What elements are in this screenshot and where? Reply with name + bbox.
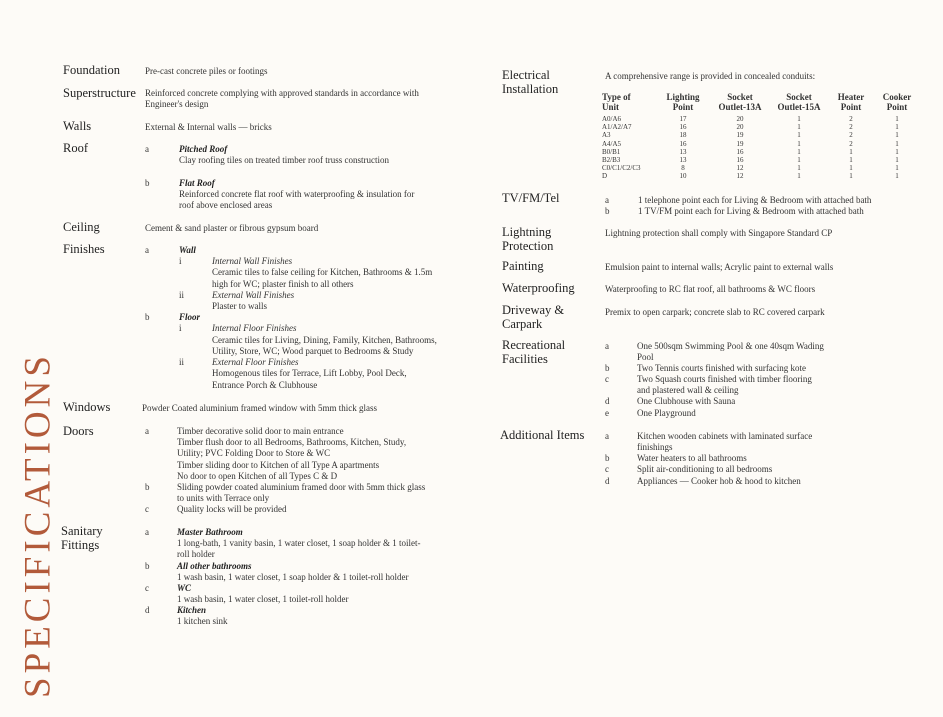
doors-label: Doors <box>63 424 94 438</box>
waterproofing-label: Waterproofing <box>502 281 575 295</box>
finishes-a-marker: a <box>145 245 149 255</box>
finishes-a-ii-line-1: Plaster to walls <box>212 301 267 311</box>
table-header-row <box>602 92 922 115</box>
sanitary-c-text: 1 wash basin, 1 water closet, 1 toilet-roll holder <box>177 594 349 604</box>
walls-text: External & Internal walls — bricks <box>145 122 272 132</box>
sanitary-c-marker: c <box>145 583 149 593</box>
doors-a-marker: a <box>145 426 149 436</box>
roof-a-text: Clay roofing tiles on treated timber roof truss construction <box>179 155 389 165</box>
table-row: B0/B1 13 16 1 1 1 <box>602 147 899 156</box>
additional-d-marker: d <box>605 476 610 486</box>
painting-label: Painting <box>502 259 544 273</box>
additional-label: Additional Items <box>500 428 585 442</box>
recreational-b-marker: b <box>605 363 610 373</box>
sanitary-b-marker: b <box>145 561 150 571</box>
lightning-label-line-2: Protection <box>502 239 554 253</box>
table-row: C0/C1/C2/C3 8 12 1 1 1 <box>602 164 899 173</box>
finishes-b-i-line-1: Ceramic tiles for Living, Dining, Family, Kitchen, Bathrooms, <box>212 335 437 345</box>
recreational-e-text: One Playground <box>637 408 696 418</box>
doors-c-marker: c <box>145 504 149 514</box>
doors-b-line-1: Sliding powder coated aluminium framed door with 5mm thick glass <box>177 482 426 492</box>
table-row: B2/B3 13 16 1 1 1 <box>602 156 899 165</box>
superstructure-label: Superstructure <box>63 86 136 100</box>
col-header-cooker: Cooker Point <box>882 92 912 112</box>
lightning-text: Lightning protection shall comply with Singapore Standard CP <box>605 228 833 238</box>
table-row: A0/A6 17 20 1 2 1 <box>602 115 899 123</box>
additional-a-line-1: Kitchen wooden cabinets with laminated surface <box>637 431 813 441</box>
finishes-a-i-line-1: Ceramic tiles to false ceiling for Kitchen, Bathrooms & 1.5m <box>212 267 433 277</box>
finishes-b-ii-line-2: Entrance Porch & Clubhouse <box>212 380 318 390</box>
finishes-b-ii-line-1: Homogenous tiles for Terrace, Lift Lobby, Pool Deck, <box>212 368 407 378</box>
finishes-a-i-title: Internal Wall Finishes <box>212 256 293 266</box>
sanitary-b-title: All other bathrooms <box>177 561 252 571</box>
doors-c-text: Quality locks will be provided <box>177 504 287 514</box>
finishes-a-i-line-2: high for WC; plaster finish to all others <box>212 279 354 289</box>
recreational-c-line-1: Two Squash courts finished with timber flooring <box>637 374 812 384</box>
vertical-page-title <box>8 352 68 698</box>
sanitary-label-line-1: Sanitary <box>61 524 103 538</box>
roof-label: Roof <box>63 141 88 155</box>
page-title: SPECIFICATIONS <box>17 352 59 698</box>
recreational-a-line-2: Pool <box>637 352 654 362</box>
col-header-socket-13a: Socket Outlet-13A <box>718 92 762 112</box>
sanitary-a-line-2: roll holder <box>177 549 215 559</box>
recreational-d-text: One Clubhouse with Sauna <box>637 396 736 406</box>
roof-b-line-2: roof above enclosed areas <box>179 200 273 210</box>
driveway-text: Premix to open carpark; concrete slab to RC covered carpark <box>605 307 825 317</box>
finishes-b-ii-marker: ii <box>179 357 185 367</box>
sanitary-d-title: Kitchen <box>177 605 207 615</box>
roof-b-title: Flat Roof <box>179 178 215 188</box>
electrical-points-table <box>602 92 922 181</box>
table-row: A4/A5 16 19 1 2 1 <box>602 139 899 148</box>
table-row: D 10 12 1 1 1 <box>602 172 899 181</box>
doors-a-line-5: No door to open Kitchen of all Types C & D <box>177 471 338 481</box>
sanitary-c-title: WC <box>177 583 192 593</box>
doors-b-line-2: to units with Terrace only <box>177 493 270 503</box>
finishes-b-i-line-2: Utility, Store, WC; Wood parquet to Bedrooms & Study <box>212 346 414 356</box>
additional-b-text: Water heaters to all bathrooms <box>637 453 747 463</box>
recreational-b-text: Two Tennis courts finished with surfacing kote <box>637 363 807 373</box>
roof-a-marker: a <box>145 144 149 154</box>
superstructure-line-1: Reinforced concrete complying with approved standards in accordance with <box>145 88 419 98</box>
foundation-label: Foundation <box>63 63 120 77</box>
recreational-c-line-2: and plastered wall & ceiling <box>637 385 739 395</box>
recreational-c-marker: c <box>605 374 609 384</box>
sanitary-a-line-1: 1 long-bath, 1 vanity basin, 1 water closet, 1 soap holder & 1 toilet- <box>177 538 421 548</box>
finishes-b-marker: b <box>145 312 150 322</box>
finishes-a-i-marker: i <box>179 256 182 266</box>
tv-label: TV/FM/Tel <box>502 191 560 205</box>
finishes-a-ii-title: External Wall Finishes <box>212 290 295 300</box>
additional-a-line-2: finishings <box>637 442 673 452</box>
sanitary-a-marker: a <box>145 527 149 537</box>
additional-c-text: Split air-conditioning to all bedrooms <box>637 464 773 474</box>
roof-b-line-1: Reinforced concrete flat roof with waterproofing & insulation for <box>179 189 415 199</box>
recreational-label-line-1: Recreational <box>502 338 566 352</box>
finishes-b-i-title: Internal Floor Finishes <box>212 323 297 333</box>
finishes-label: Finishes <box>63 242 105 256</box>
recreational-e-marker: e <box>605 408 609 418</box>
roof-a-title: Pitched Roof <box>179 144 228 154</box>
sanitary-b-text: 1 wash basin, 1 water closet, 1 soap holder & 1 toilet-roll holder <box>177 572 409 582</box>
col-header-type: Type of Unit <box>602 92 631 112</box>
foundation-text: Pre-cast concrete piles or footings <box>145 66 268 76</box>
additional-b-marker: b <box>605 453 610 463</box>
recreational-a-line-1: One 500sqm Swimming Pool & one 40sqm Wading <box>637 341 824 351</box>
recreational-a-marker: a <box>605 341 609 351</box>
finishes-b-i-marker: i <box>179 323 182 333</box>
col-header-heater: Heater Point <box>837 92 865 112</box>
doors-a-line-3: Utility; PVC Folding Door to Store & WC <box>177 448 331 458</box>
recreational-d-marker: d <box>605 396 610 406</box>
driveway-label-line-2: Carpark <box>502 317 543 331</box>
col-header-lighting: Lighting Point <box>666 92 700 112</box>
tv-a-marker: a <box>605 195 609 205</box>
finishes-b-ii-title: External Floor Finishes <box>212 357 299 367</box>
table-row: A1/A2/A7 16 20 1 2 1 <box>602 123 899 132</box>
walls-label: Walls <box>63 119 92 133</box>
doors-a-line-2: Timber flush door to all Bedrooms, Bathrooms, Kitchen, Study, <box>177 437 407 447</box>
windows-text: Powder Coated aluminium framed window with 5mm thick glass <box>142 403 377 413</box>
additional-d-text: Appliances — Cooker hob & hood to kitchen <box>637 476 801 486</box>
additional-a-marker: a <box>605 431 609 441</box>
col-header-socket-15a: Socket Outlet-15A <box>777 92 821 112</box>
ceiling-text: Cement & sand plaster or fibrous gypsum board <box>145 223 319 233</box>
electrical-label-line-2: Installation <box>502 82 559 96</box>
electrical-label-line-1: Electrical <box>502 68 550 82</box>
sanitary-d-marker: d <box>145 605 150 615</box>
driveway-label-line-1: Driveway & <box>502 303 565 317</box>
ceiling-label: Ceiling <box>63 220 100 234</box>
doors-a-line-4: Timber sliding door to Kitchen of all Type A apartments <box>177 460 380 470</box>
sanitary-label-line-2: Fittings <box>61 538 100 552</box>
electrical-intro: A comprehensive range is provided in concealed conduits: <box>605 71 816 81</box>
tv-b-text: 1 TV/FM point each for Living & Bedroom with attached bath <box>638 206 864 216</box>
doors-a-line-1: Timber decorative solid door to main entrance <box>177 426 344 436</box>
finishes-a-title: Wall <box>179 245 196 255</box>
finishes-b-title: Floor <box>179 312 201 322</box>
tv-a-text: 1 telephone point each for Living & Bedroom with attached bath <box>638 195 872 205</box>
tv-b-marker: b <box>605 206 610 216</box>
superstructure-line-2: Engineer's design <box>145 99 209 109</box>
table-row: A3 18 19 1 2 1 <box>602 131 899 140</box>
additional-c-marker: c <box>605 464 609 474</box>
sanitary-d-text: 1 kitchen sink <box>177 616 228 626</box>
doors-b-marker: b <box>145 482 150 492</box>
painting-text: Emulsion paint to internal walls; Acrylic paint to external walls <box>605 262 834 272</box>
roof-b-marker: b <box>145 178 150 188</box>
windows-label: Windows <box>63 400 111 414</box>
waterproofing-text: Waterproofing to RC flat roof, all bathrooms & WC floors <box>605 284 816 294</box>
lightning-label-line-1: Lightning <box>502 225 552 239</box>
recreational-label-line-2: Facilities <box>502 352 548 366</box>
sanitary-a-title: Master Bathroom <box>177 527 243 537</box>
finishes-a-ii-marker: ii <box>179 290 185 300</box>
